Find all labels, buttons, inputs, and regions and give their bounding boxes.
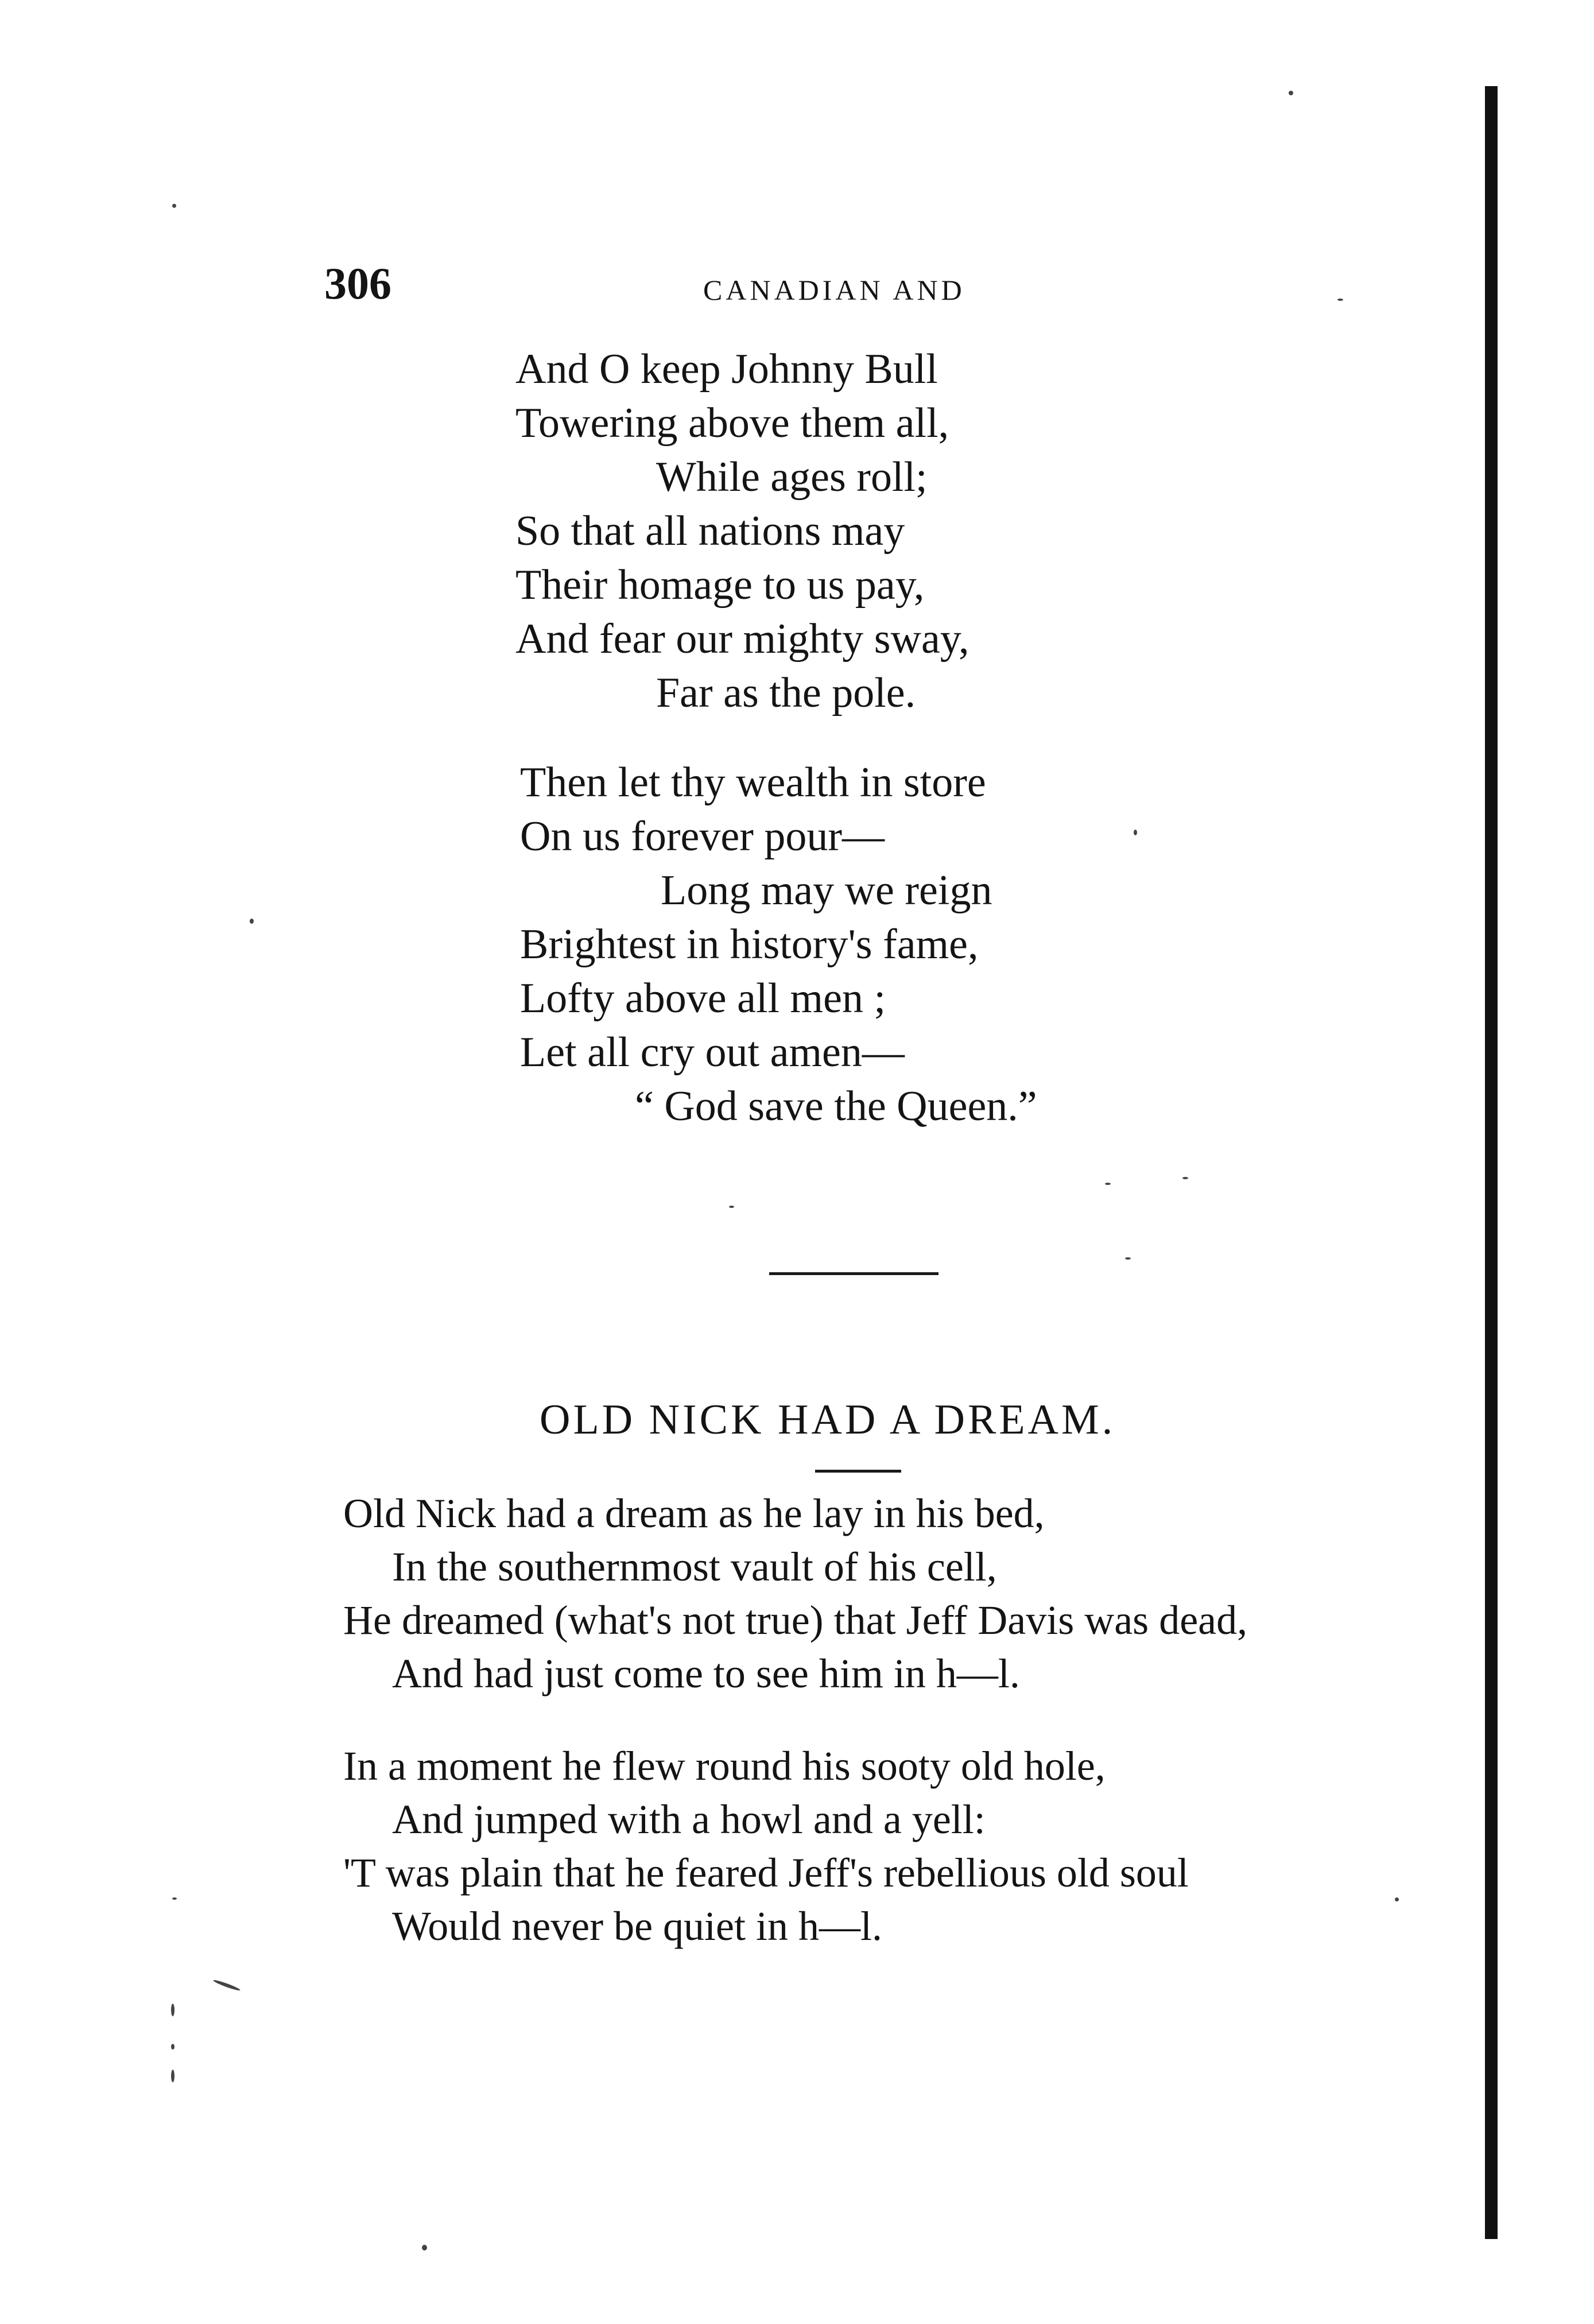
- verse-line: Their homage to us pay,: [515, 561, 925, 609]
- verse-line: Lofty above all men ;: [520, 975, 886, 1022]
- section-divider: [769, 1272, 938, 1275]
- scan-speck: [422, 2245, 427, 2251]
- scan-speck: [212, 1979, 241, 1992]
- verse-line: And O keep Johnny Bull: [515, 346, 938, 393]
- verse-line: Far as the pole.: [656, 669, 916, 716]
- verse-line: Old Nick had a dream as he lay in his bed,: [343, 1490, 1045, 1536]
- page-edge-bar: [1485, 86, 1498, 2239]
- poem1-stanza-1: [515, 342, 969, 720]
- verse-line: So that all nations may: [515, 508, 905, 555]
- scan-speck: [172, 204, 176, 208]
- verse-line: While ages roll;: [656, 454, 928, 501]
- scan-speck: [729, 1206, 734, 1208]
- verse-line: Then let thy wealth in store: [520, 759, 986, 806]
- verse-line: In the southernmost vault of his cell,: [392, 1544, 997, 1590]
- page-number: 306: [324, 258, 391, 308]
- verse-line: In a moment he flew round his sooty old hole,: [343, 1743, 1106, 1789]
- verse-line: Long may we reign: [661, 867, 992, 914]
- poem2-stanza-1: [343, 1487, 1247, 1701]
- scan-speck: [1105, 1183, 1111, 1185]
- title-rule: [815, 1470, 901, 1473]
- poem2-stanza-2: [343, 1740, 1189, 1953]
- verse-line: On us forever pour—: [520, 813, 885, 860]
- scan-speck: [1134, 830, 1137, 835]
- running-head: CANADIAN AND: [703, 274, 965, 306]
- scan-speck: [1125, 1257, 1131, 1260]
- poem1-stanza-2: [520, 756, 1037, 1133]
- verse-line: Let all cry out amen—: [520, 1029, 905, 1076]
- scan-speck: [250, 919, 254, 924]
- verse-line: He dreamed (what's not true) that Jeff Davis was dead,: [343, 1597, 1248, 1643]
- scan-speck: [171, 2070, 174, 2082]
- scan-speck: [171, 2004, 174, 2016]
- verse-line: Towering above them all,: [515, 400, 949, 447]
- verse-line: Would never be quiet in h—l.: [392, 1903, 883, 1949]
- verse-line: And had just come to see him in h—l.: [392, 1651, 1020, 1696]
- scan-speck: [172, 1897, 177, 1900]
- scan-speck: [1395, 1897, 1399, 1901]
- verse-line: And fear our mighty sway,: [515, 615, 969, 663]
- verse-line: Brightest in history's fame,: [520, 921, 979, 968]
- scan-speck: [1289, 91, 1293, 95]
- scan-speck: [1182, 1177, 1188, 1179]
- scan-speck: [171, 2044, 174, 2050]
- verse-line: 'T was plain that he feared Jeff's rebellious old soul: [343, 1850, 1189, 1896]
- scan-speck: [1337, 299, 1343, 301]
- poem-title: OLD NICK HAD A DREAM.: [540, 1396, 1116, 1443]
- verse-line: “ God save the Queen.”: [635, 1083, 1037, 1130]
- verse-line: And jumped with a howl and a yell:: [392, 1796, 986, 1842]
